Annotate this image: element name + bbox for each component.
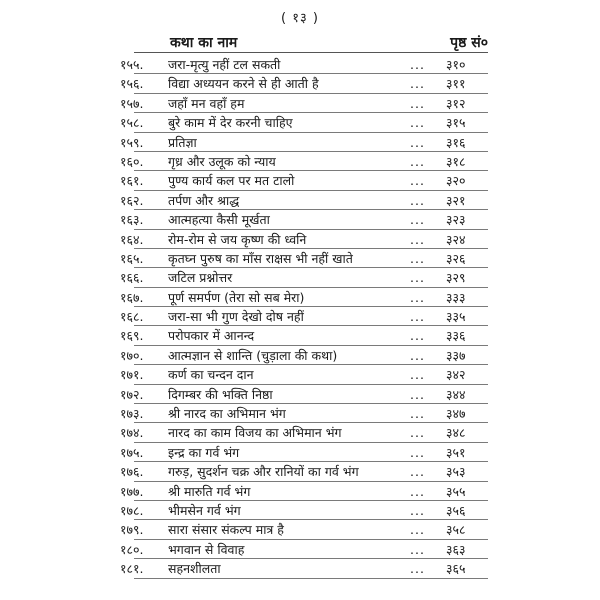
entry-number: १७६. (120, 464, 144, 480)
entry-page-number: ३२६ (446, 250, 466, 266)
entry-title: जरा-सा भी गुण देखो दोष नहीं (168, 309, 304, 325)
leader-dots: ... (410, 115, 425, 131)
leader-dots: ... (410, 231, 425, 247)
toc-entry (0, 520, 600, 539)
leader-dots: ... (410, 561, 425, 577)
entry-page-number: ३१६ (446, 134, 466, 150)
leader-dots: ... (410, 444, 425, 460)
entry-number: १५८. (120, 115, 144, 131)
entry-title: जहाँ मन वहाँ हम (168, 95, 245, 111)
leader-dots: ... (410, 192, 425, 208)
entry-title: बुरे काम में देर करनी चाहिए (168, 115, 293, 131)
toc-entry (0, 423, 600, 442)
entry-page-number: ३१० (446, 57, 466, 72)
entry-number: १७८. (120, 502, 144, 518)
leader-dots: ... (410, 57, 425, 72)
row-divider (134, 578, 488, 579)
leader-dots: ... (410, 328, 425, 344)
leader-dots: ... (410, 483, 425, 499)
toc-entry (0, 268, 600, 287)
entry-title: पूर्ण समर्पण (तेरा सो सब मेरा) (168, 289, 305, 305)
toc-entry (0, 307, 600, 326)
leader-dots: ... (410, 153, 425, 169)
entry-title: परोपकार में आनन्द (168, 328, 255, 344)
entry-number: १६८. (120, 309, 144, 325)
entry-title: जटिल प्रश्नोत्तर (168, 270, 233, 286)
entry-number: १६०. (120, 153, 144, 169)
header-divider (134, 52, 488, 53)
leader-dots: ... (410, 95, 425, 111)
toc-entry (0, 230, 600, 249)
entry-title: भगवान से विवाह (168, 541, 245, 557)
entry-title: तर्पण और श्राद्ध (168, 192, 240, 208)
entry-number: १६७. (120, 289, 144, 305)
entry-title: सहनशीलता (168, 561, 221, 577)
entry-number: १६५. (120, 250, 144, 266)
leader-dots: ... (410, 502, 425, 518)
entry-page-number: ३४७ (446, 406, 466, 422)
entry-number: १६३. (120, 212, 144, 228)
toc-entry (0, 171, 600, 190)
toc-entry (0, 288, 600, 307)
entry-title: कर्ण का चन्दन दान (168, 367, 254, 383)
entry-title: गृध्र और उलूक को न्याय (168, 153, 276, 169)
toc-entry (0, 133, 600, 152)
entry-page-number: ३३५ (446, 309, 466, 325)
entry-title: गरुड़, सुदर्शन चक्र और रानियों का गर्व भंग (168, 464, 359, 480)
entry-number: १७२. (120, 386, 144, 402)
table-of-contents (0, 55, 600, 579)
toc-entry (0, 113, 600, 132)
entry-number: १८०. (120, 541, 144, 557)
leader-dots: ... (410, 406, 425, 422)
entry-page-number: ३६५ (446, 561, 466, 577)
entry-page-number: ३३३ (446, 289, 466, 305)
story-name-column-header: कथा का नाम (170, 35, 238, 51)
entry-number: १६१. (120, 173, 144, 189)
entry-number: १५७. (120, 95, 144, 111)
toc-entry (0, 74, 600, 93)
entry-page-number: ३४४ (446, 386, 466, 402)
entry-page-number: ३६३ (446, 541, 466, 557)
entry-page-number: ३५३ (446, 464, 466, 480)
entry-page-number: ३२१ (446, 192, 466, 208)
leader-dots: ... (410, 464, 425, 480)
leader-dots: ... (410, 541, 425, 557)
entry-page-number: ३१५ (446, 115, 466, 131)
entry-title: नारद का काम विजय का अभिमान भंग (168, 425, 342, 441)
toc-entry (0, 346, 600, 365)
toc-entry (0, 501, 600, 520)
entry-number: १७०. (120, 347, 144, 363)
leader-dots: ... (410, 212, 425, 228)
entry-title: श्री नारद का अभिमान भंग (168, 406, 286, 422)
toc-entry (0, 482, 600, 501)
entry-page-number: ३४८ (446, 425, 466, 441)
toc-entry (0, 326, 600, 345)
entry-page-number: ३५८ (446, 522, 466, 538)
entry-title: भीमसेन गर्व भंग (168, 502, 241, 518)
toc-entry (0, 249, 600, 268)
page-number-column-header: पृष्ठ सं० (450, 35, 488, 51)
leader-dots: ... (410, 386, 425, 402)
toc-header (0, 33, 600, 53)
toc-entry (0, 55, 600, 74)
toc-entry (0, 462, 600, 481)
entry-page-number: ३२९ (446, 270, 466, 286)
leader-dots: ... (410, 76, 425, 92)
entry-title: प्रतिज्ञा (168, 134, 197, 150)
entry-title: रोम-रोम से जय कृष्ण की ध्वनि (168, 231, 307, 247)
toc-entry (0, 540, 600, 559)
entry-number: १६२. (120, 192, 144, 208)
entry-page-number: ३५१ (446, 444, 466, 460)
page-number: ( १३ ) (281, 11, 319, 26)
entry-page-number: ३१२ (446, 95, 466, 111)
entry-title: आत्महत्या कैसी मूर्खता (168, 212, 270, 228)
entry-number: १७९. (120, 522, 144, 538)
toc-entry (0, 94, 600, 113)
leader-dots: ... (410, 250, 425, 266)
entry-page-number: ३३७ (446, 347, 466, 363)
leader-dots: ... (410, 134, 425, 150)
entry-number: १५५. (120, 57, 144, 72)
entry-title: सारा संसार संकल्प मात्र है (168, 522, 284, 538)
leader-dots: ... (410, 347, 425, 363)
toc-entry (0, 404, 600, 423)
entry-page-number: ३२३ (446, 212, 466, 228)
entry-title: दिगम्बर की भक्ति निष्ठा (168, 386, 273, 402)
entry-page-number: ३३६ (446, 328, 466, 344)
entry-page-number: ३४२ (446, 367, 466, 383)
entry-title: विद्या अध्ययन करने से ही आती है (168, 76, 319, 92)
entry-page-number: ३१८ (446, 153, 466, 169)
entry-number: १६६. (120, 270, 144, 286)
entry-page-number: ३५५ (446, 483, 466, 499)
entry-page-number: ३२० (446, 173, 466, 189)
entry-number: १६४. (120, 231, 144, 247)
toc-entry (0, 210, 600, 229)
toc-entry (0, 559, 600, 578)
leader-dots: ... (410, 173, 425, 189)
toc-entry (0, 365, 600, 384)
entry-number: १५६. (120, 76, 144, 92)
entry-title: इन्द्र का गर्व भंग (168, 444, 240, 460)
entry-number: १६९. (120, 328, 144, 344)
leader-dots: ... (410, 270, 425, 286)
entry-number: १८१. (120, 561, 144, 577)
entry-page-number: ३२४ (446, 231, 466, 247)
entry-number: १७७. (120, 483, 144, 499)
entry-number: १७४. (120, 425, 144, 441)
entry-number: १७५. (120, 444, 144, 460)
entry-page-number: ३५६ (446, 502, 466, 518)
entry-title: श्री मारुति गर्व भंग (168, 483, 251, 499)
entry-title: पुण्य कार्य कल पर मत टालो (168, 173, 295, 189)
entry-title: जरा-मृत्यु नहीं टल सकती (168, 57, 281, 72)
entry-title: आत्मज्ञान से शान्ति (चुड़ाला की कथा) (168, 347, 338, 363)
leader-dots: ... (410, 289, 425, 305)
toc-entry (0, 385, 600, 404)
leader-dots: ... (410, 522, 425, 538)
toc-entry (0, 152, 600, 171)
entry-number: १५९. (120, 134, 144, 150)
leader-dots: ... (410, 425, 425, 441)
leader-dots: ... (410, 367, 425, 383)
toc-entry (0, 443, 600, 462)
entry-page-number: ३११ (446, 76, 466, 92)
entry-number: १७१. (120, 367, 144, 383)
leader-dots: ... (410, 309, 425, 325)
toc-entry (0, 191, 600, 210)
entry-number: १७३. (120, 406, 144, 422)
entry-title: कृतघ्न पुरुष का माँस राक्षस भी नहीं खाते (168, 250, 353, 266)
